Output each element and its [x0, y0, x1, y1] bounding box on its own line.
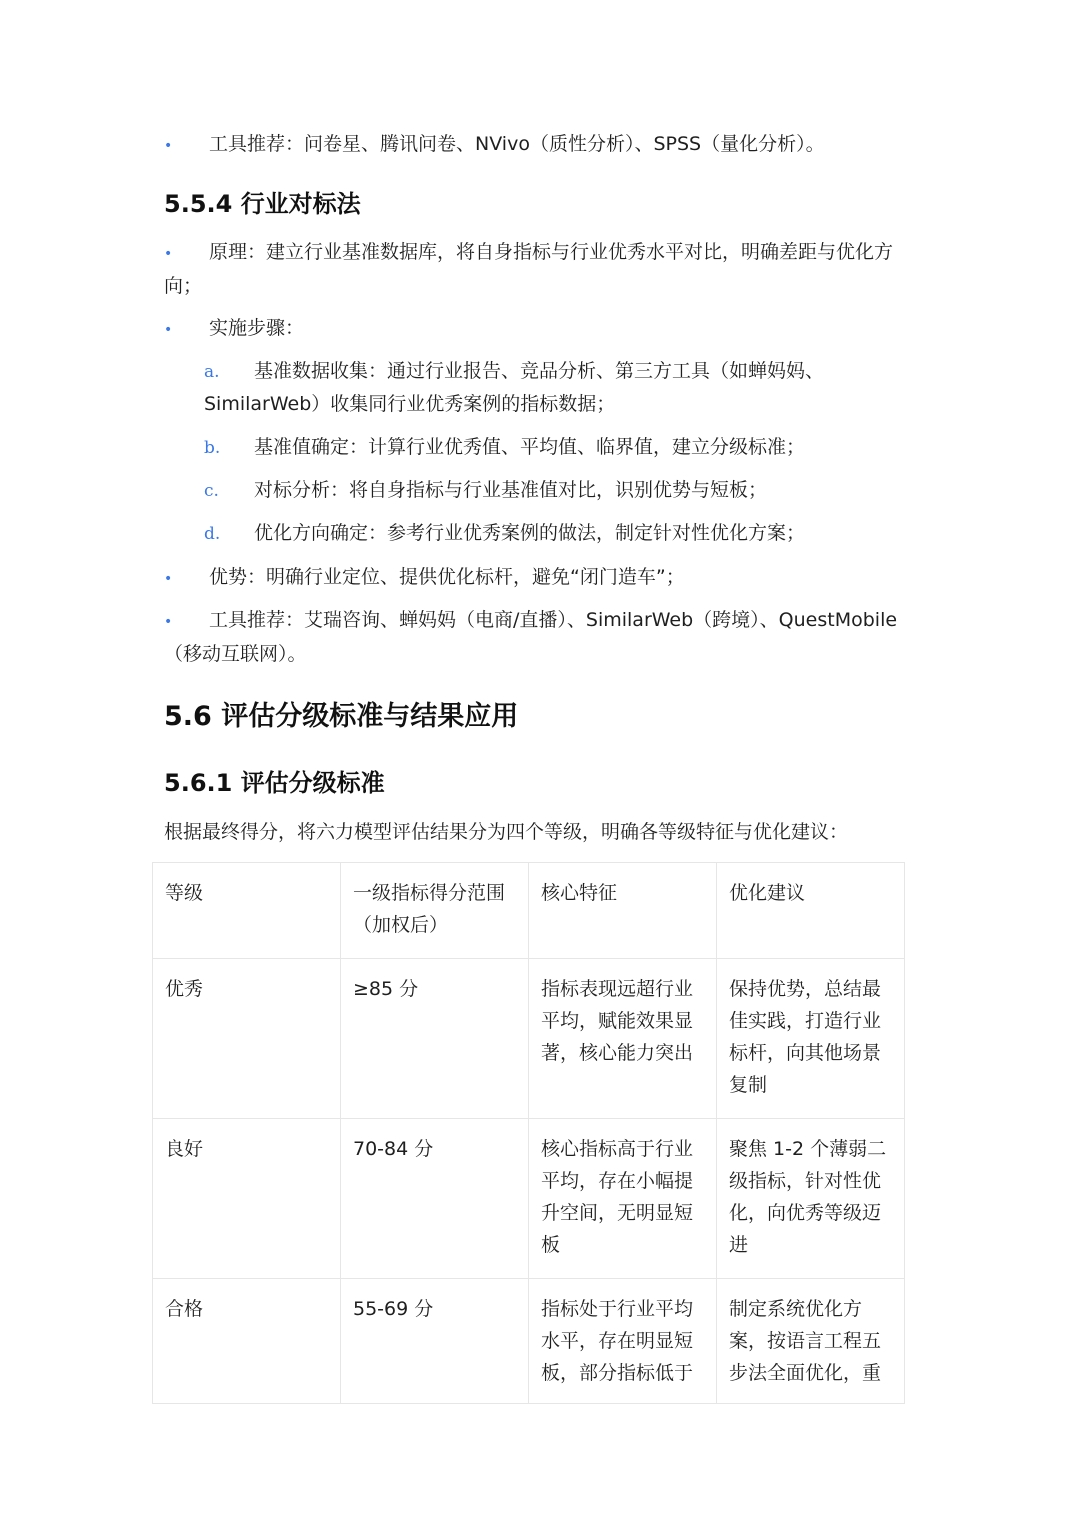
bullet-principle: • 原理：建立行业基准数据库，将自身指标与行业优秀水平对比，明确差距与优化方向；	[164, 236, 909, 302]
header-cell: 等级	[153, 863, 341, 959]
intro-paragraph: 根据最终得分，将六力模型评估结果分为四个等级，明确各等级特征与优化建议：	[164, 821, 849, 843]
table-cell: 55-69 分	[341, 1279, 529, 1404]
bullet-tools-benchmark: • 工具推荐：艾瑞咨询、蝉妈妈（电商/直播）、SimilarWeb（跨境）、QuestMobile（移动互联网）。	[164, 604, 909, 670]
table-row	[153, 1279, 905, 1404]
bullet-dot-icon: •	[164, 246, 173, 262]
bullet-tools-survey: • 工具推荐：问卷星、腾讯问卷、NVivo（质性分析）、SPSS（量化分析）。	[164, 128, 909, 162]
table-cell: 指标表现远超行业平均，赋能效果显著，核心能力突出	[529, 959, 717, 1119]
grade-table	[152, 862, 905, 1404]
table-cell: 70-84 分	[341, 1119, 529, 1279]
table-cell: ≥85 分	[341, 959, 529, 1119]
bullet-dot-icon: •	[164, 571, 173, 587]
table-cell: 良好	[153, 1119, 341, 1279]
step-item: a. 基准数据收集：通过行业报告、竞品分析、第三方工具（如蝉妈妈、SimilarWeb）收集同行业优秀案例的指标数据；	[204, 360, 825, 415]
section-title-5-5-4: 5.5.4 行业对标法	[164, 190, 361, 218]
table-cell: 指标处于行业平均水平，存在明显短板，部分指标低于	[529, 1279, 717, 1404]
table-header-row	[153, 863, 905, 959]
table-row	[153, 959, 905, 1119]
table-cell: 保持优势，总结最佳实践，打造行业标杆，向其他场景复制	[717, 959, 905, 1119]
header-cell: 核心特征	[529, 863, 717, 959]
section-title-5-6: 5.6 评估分级标准与结果应用	[164, 701, 519, 732]
table-row	[153, 1119, 905, 1279]
table-cell: 核心指标高于行业平均，存在小幅提升空间，无明显短板	[529, 1119, 717, 1279]
step-item: c. 对标分析：将自身指标与行业基准值对比，识别优势与短板；	[204, 479, 768, 501]
step-item: d. 优化方向确定：参考行业优秀案例的做法，制定针对性优化方案；	[204, 522, 806, 544]
bullet-dot-icon: •	[164, 322, 173, 338]
table-cell: 优秀	[153, 959, 341, 1119]
header-cell: 一级指标得分范围（加权后）	[341, 863, 529, 959]
bullet-advantage: • 优势：明确行业定位、提供优化标杆，避免“闭门造车”；	[164, 561, 909, 595]
table-cell: 合格	[153, 1279, 341, 1404]
header-cell: 优化建议	[717, 863, 905, 959]
table-cell: 制定系统优化方案，按语言工程五步法全面优化，重	[717, 1279, 905, 1404]
bullet-steps: • 实施步骤：	[164, 312, 909, 346]
step-item: b. 基准值确定：计算行业优秀值、平均值、临界值，建立分级标准；	[204, 436, 806, 458]
section-title-5-6-1: 5.6.1 评估分级标准	[164, 769, 385, 797]
bullet-dot-icon: •	[164, 614, 173, 630]
bullet-dot-icon: •	[164, 138, 173, 154]
table-cell: 聚焦 1-2 个薄弱二级指标，针对性优化，向优秀等级迈进	[717, 1119, 905, 1279]
